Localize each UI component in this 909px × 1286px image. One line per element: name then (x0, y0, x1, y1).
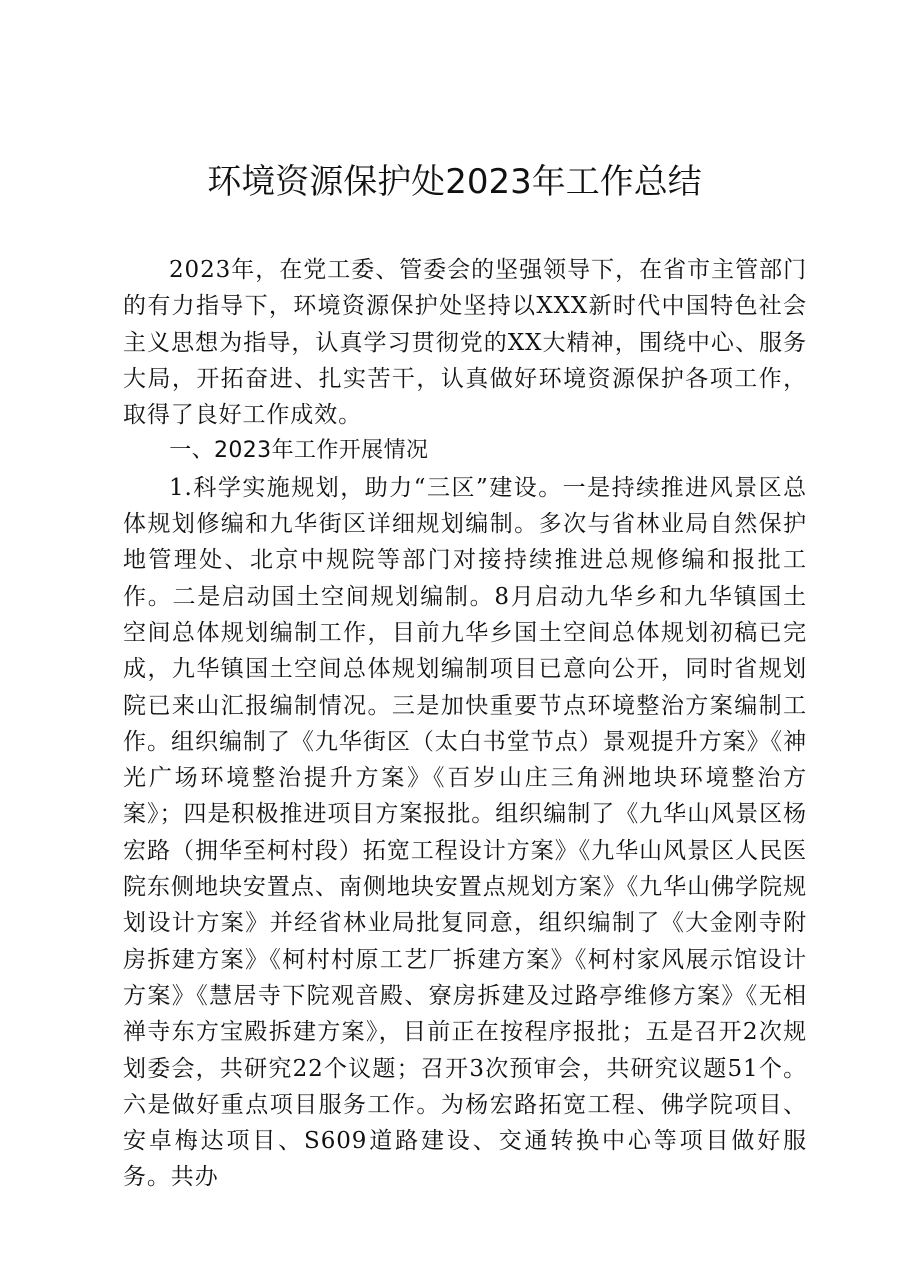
intro-paragraph: 2023年，在党工委、管委会的坚强领导下，在省市主管部门的有力指导下，环境资源保护处坚持以XXX新时代中国特色社会主义思想为指导，认真学习贯彻党的XX大精神，围绕中心、服务大局，开拓奋进、扎实苦干，认真做好环境资源保护各项工作，取得了良好工作成效。 (123, 257, 807, 429)
section-heading: 一、2023年工作开展情况 (169, 438, 429, 464)
section-paragraph: 1.科学实施规划，助力“三区”建设。一是持续推进风景区总体规划修编和九华街区详细规划编制。多次与省林业局自然保护地管理处、北京中规院等部门对接持续推进总规修编和报批工作。二是启动国土空间规划编制。8月启动九华乡和九华镇国土空间总体规划编制工作，目前九华乡国土空间总体规划初稿已完成，九华镇国土空间总体规划编制项目已意向公开，同时省规划院已来山汇报编制情况。三是加快重要节点环境整治方案编制工作。组织编制了《九华街区（太白书堂节点）景观提升方案》《神光广场环境整治提升方案》《百岁山庄三角洲地块环境整治方案》；四是积极推进项目方案报批。组织编制了《九华山风景区杨宏路（拥华至柯村段）拓宽工程设计方案》《九华山风景区人民医院东侧地块安置点、南侧地块安置点规划方案》《九华山佛学院规划设计方案》并经省林业局批复同意，组织编制了《大金刚寺附房拆建方案》《柯村村原工艺厂拆建方案》《柯村家风展示馆设计方案》《慧居寺下院观音殿、寮房拆建及过路亭维修方案》《无相禅寺东方宝殿拆建方案》，目前正在按程序报批；五是召开2次规划委会，共研究22个议题；召开3次预审会，共研究议题51个。六是做好重点项目服务工作。为杨宏路拓宽工程、佛学院项目、安卓梅达项目、S609道路建设、交通转换中心等项目做好服务。共办 (123, 474, 807, 1191)
document-body (123, 252, 807, 1196)
document-title: 环境资源保护处2023年工作总结 (207, 162, 702, 202)
